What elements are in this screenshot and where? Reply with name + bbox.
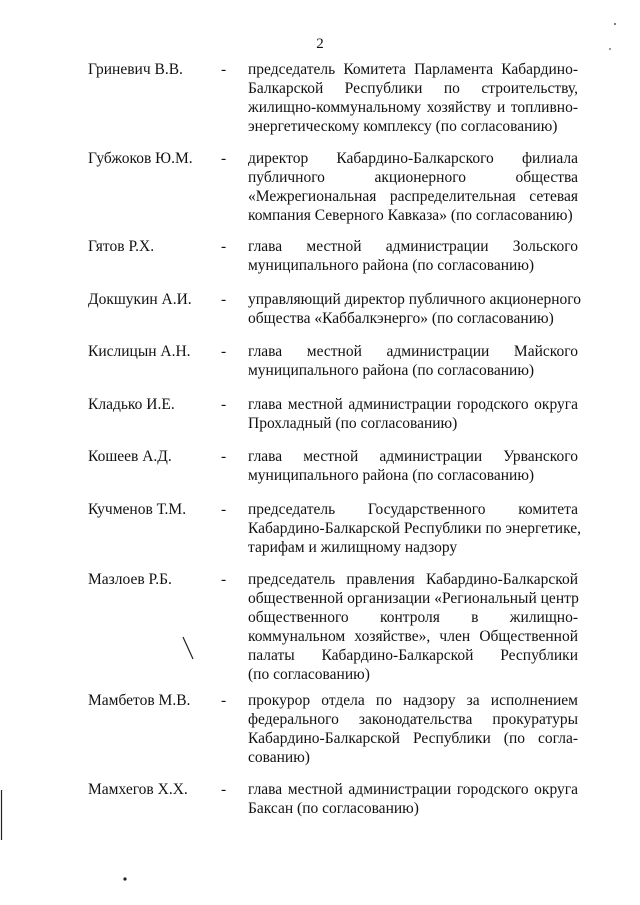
position-line: энергетическому комплексу (по согласованию) — [248, 118, 558, 135]
position-line: председатель Государственного комитета — [248, 501, 578, 518]
position-line: общественной организации «Региональный центр — [248, 590, 579, 607]
position-line: глава местной администрации городского округа — [248, 781, 578, 798]
position-line: прокурор отдела по надзору за исполнением — [248, 692, 578, 709]
scan-mark-corner-1 — [611, 20, 619, 28]
member-position — [248, 149, 578, 225]
position-line: Кабардино-Балкарской Республики по энергетике, — [248, 520, 581, 537]
entry-dash: - — [221, 291, 227, 308]
position-line: Баксан (по согласованию) — [248, 800, 419, 817]
position-line: глава местной администрации Майского — [248, 343, 578, 360]
position-line: федерального законодательства прокуратуры — [248, 711, 578, 728]
position-line: общества «Каббалкэнерго» (по согласованию) — [248, 310, 554, 327]
position-line: глава местной администрации Зольского — [248, 238, 578, 255]
scan-mark-slash — [180, 635, 196, 661]
position-line: публичного акционерного общества — [248, 169, 578, 186]
position-line: председатель правления Кабардино-Балкарской — [248, 571, 578, 588]
entry-dash: - — [221, 238, 227, 255]
scan-mark-dot — [122, 876, 128, 882]
entry-dash: - — [221, 781, 227, 798]
position-line: общественного контроля в жилищно- — [248, 609, 578, 626]
position-line: Прохладный (по согласованию) — [248, 415, 458, 432]
member-name: Гятов Р.Х. — [88, 238, 155, 255]
position-line: (по согласованию) — [248, 666, 370, 683]
member-position — [248, 500, 581, 557]
position-line: жилищно-коммунальному хозяйству и топливно- — [248, 99, 578, 116]
member-name: Мамхегов Х.Х. — [88, 781, 188, 798]
entry-dash: - — [221, 448, 227, 465]
position-line: тарифам и жилищному надзору — [248, 539, 458, 556]
page-number: 2 — [316, 36, 324, 52]
position-line: коммунальном хозяйстве», член Общественной — [248, 628, 578, 645]
scan-edge-line — [0, 790, 4, 840]
position-line: муниципального района (по согласованию) — [248, 467, 535, 484]
member-name: Кошеев А.Д. — [88, 448, 172, 465]
position-line: директор Кабардино-Балкарского филиала — [248, 150, 578, 167]
member-name: Мамбетов М.В. — [88, 692, 191, 709]
scan-mark-corner-2 — [606, 45, 614, 53]
member-name: Кладько И.Е. — [88, 396, 175, 413]
member-position — [248, 570, 578, 684]
position-line: муниципального района (по согласованию) — [248, 362, 535, 379]
position-line: палаты Кабардино-Балкарской Республики — [248, 647, 578, 664]
position-line: глава местной администрации Урванского — [248, 448, 578, 465]
position-line: Балкарской Республики по строительству, — [248, 80, 578, 97]
position-line: Кабардино-Балкарской Республики (по согла- — [248, 730, 578, 747]
position-line: «Межрегиональная распределительная сетевая — [248, 188, 578, 205]
entry-dash: - — [221, 692, 227, 709]
member-position — [248, 447, 578, 485]
position-line: управляющий директор публичного акционерного — [248, 291, 581, 308]
member-position — [248, 290, 581, 328]
position-line: муниципального района (по согласованию) — [248, 257, 535, 274]
entry-dash: - — [221, 501, 227, 518]
member-position — [248, 342, 578, 380]
entry-dash: - — [221, 571, 227, 588]
member-name: Кучменов Т.М. — [88, 501, 187, 518]
member-position — [248, 60, 578, 136]
position-line: сованию) — [248, 749, 310, 766]
member-name: Губжоков Ю.М. — [88, 150, 193, 167]
member-position — [248, 237, 578, 275]
entry-dash: - — [221, 150, 227, 167]
member-name: Докшукин А.И. — [88, 291, 192, 308]
member-position — [248, 780, 578, 818]
entry-dash: - — [221, 343, 227, 360]
member-position — [248, 395, 578, 433]
member-name: Мазлоев Р.Б. — [88, 571, 172, 588]
position-line: председатель Комитета Парламента Кабардино- — [248, 61, 578, 78]
member-name: Гриневич В.В. — [88, 61, 183, 78]
entry-dash: - — [221, 396, 227, 413]
position-line: глава местной администрации городского округа — [248, 396, 578, 413]
member-name: Кислицын А.Н. — [88, 343, 191, 360]
member-position — [248, 691, 578, 767]
position-line: компания Северного Кавказа» (по согласованию) — [248, 207, 573, 224]
entry-dash: - — [221, 61, 227, 78]
